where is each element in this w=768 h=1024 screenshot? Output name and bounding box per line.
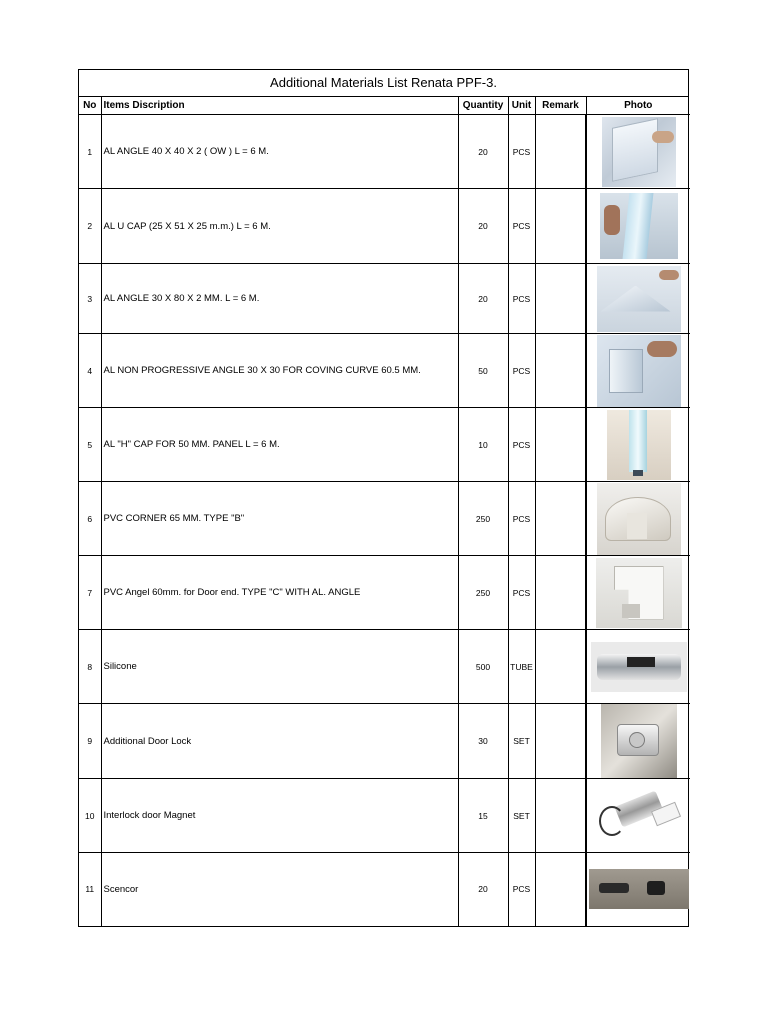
table-row bbox=[79, 482, 690, 556]
row-no: 1 bbox=[79, 115, 101, 189]
row-photo-cell bbox=[586, 334, 690, 408]
row-description: AL U CAP (25 X 51 X 25 m.m.) L = 6 M. bbox=[101, 189, 458, 264]
row-photo-cell bbox=[586, 482, 690, 556]
row-quantity: 250 bbox=[458, 482, 508, 556]
row-description: AL ANGLE 30 X 80 X 2 MM. L = 6 M. bbox=[101, 264, 458, 334]
row-photo-cell bbox=[586, 704, 690, 779]
header-unit: Unit bbox=[508, 97, 535, 115]
row-description: PVC CORNER 65 MM. TYPE "B" bbox=[101, 482, 458, 556]
row-no: 9 bbox=[79, 704, 101, 779]
row-photo-cell bbox=[586, 630, 690, 704]
cable-icon bbox=[599, 806, 625, 836]
row-description: Silicone bbox=[101, 630, 458, 704]
row-description: Additional Door Lock bbox=[101, 704, 458, 779]
row-unit: PCS bbox=[508, 334, 535, 408]
row-remark bbox=[535, 556, 586, 630]
door-lock-photo bbox=[601, 704, 677, 778]
header-photo: Photo bbox=[586, 97, 690, 115]
row-quantity: 15 bbox=[458, 779, 508, 853]
u-cap-photo bbox=[600, 193, 678, 259]
row-quantity: 30 bbox=[458, 704, 508, 779]
row-photo-cell bbox=[586, 115, 690, 189]
pvc-angle-photo bbox=[596, 558, 682, 628]
row-no: 6 bbox=[79, 482, 101, 556]
row-unit: PCS bbox=[508, 264, 535, 334]
row-description: Scencor bbox=[101, 853, 458, 926]
table-row bbox=[79, 115, 690, 189]
row-quantity: 50 bbox=[458, 334, 508, 408]
table-row bbox=[79, 264, 690, 334]
sheet-title: Additional Materials List Renata PPF-3. bbox=[79, 70, 688, 97]
row-description: AL ANGLE 40 X 40 X 2 ( OW ) L = 6 M. bbox=[101, 115, 458, 189]
row-photo-cell bbox=[586, 408, 690, 482]
table-row bbox=[79, 630, 690, 704]
pvc-corner-photo bbox=[597, 483, 681, 555]
al-angle-photo bbox=[597, 266, 681, 332]
header-quantity: Quantity bbox=[458, 97, 508, 115]
row-remark bbox=[535, 704, 586, 779]
row-remark bbox=[535, 264, 586, 334]
table-header-row bbox=[79, 97, 690, 115]
row-unit: SET bbox=[508, 779, 535, 853]
non-progressive-angle-photo bbox=[597, 335, 681, 407]
row-remark bbox=[535, 115, 586, 189]
header-remark: Remark bbox=[535, 97, 586, 115]
row-unit: PCS bbox=[508, 853, 535, 926]
row-unit: PCS bbox=[508, 115, 535, 189]
row-remark bbox=[535, 334, 586, 408]
row-no: 4 bbox=[79, 334, 101, 408]
row-photo-cell bbox=[586, 853, 690, 926]
row-photo-cell bbox=[586, 779, 690, 853]
row-description: PVC Angel 60mm. for Door end. TYPE "C" WITH AL. ANGLE bbox=[101, 556, 458, 630]
row-no: 7 bbox=[79, 556, 101, 630]
h-cap-photo bbox=[607, 410, 671, 480]
table-row bbox=[79, 556, 690, 630]
row-quantity: 20 bbox=[458, 264, 508, 334]
sensor-photo bbox=[589, 869, 689, 909]
materials-table bbox=[79, 97, 690, 926]
row-quantity: 20 bbox=[458, 853, 508, 926]
row-quantity: 20 bbox=[458, 115, 508, 189]
table-row bbox=[79, 189, 690, 264]
table-row bbox=[79, 408, 690, 482]
row-no: 3 bbox=[79, 264, 101, 334]
row-description: AL "H" CAP FOR 50 MM. PANEL L = 6 M. bbox=[101, 408, 458, 482]
row-unit: PCS bbox=[508, 408, 535, 482]
header-no: No bbox=[79, 97, 101, 115]
table-row bbox=[79, 853, 690, 926]
row-no: 10 bbox=[79, 779, 101, 853]
table-row bbox=[79, 334, 690, 408]
row-remark bbox=[535, 630, 586, 704]
al-angle-photo bbox=[602, 117, 676, 187]
row-quantity: 10 bbox=[458, 408, 508, 482]
silicone-tube-photo bbox=[591, 642, 687, 692]
row-photo-cell bbox=[586, 264, 690, 334]
row-quantity: 250 bbox=[458, 556, 508, 630]
row-unit: SET bbox=[508, 704, 535, 779]
row-no: 11 bbox=[79, 853, 101, 926]
materials-sheet bbox=[78, 69, 689, 927]
table-row bbox=[79, 704, 690, 779]
header-description: Items Discription bbox=[101, 97, 458, 115]
row-no: 2 bbox=[79, 189, 101, 264]
row-remark bbox=[535, 853, 586, 926]
door-magnet-photo bbox=[593, 788, 685, 844]
row-remark bbox=[535, 779, 586, 853]
row-no: 8 bbox=[79, 630, 101, 704]
row-remark bbox=[535, 408, 586, 482]
row-quantity: 500 bbox=[458, 630, 508, 704]
row-photo-cell bbox=[586, 556, 690, 630]
row-description: AL NON PROGRESSIVE ANGLE 30 X 30 FOR COVING CURVE 60.5 MM. bbox=[101, 334, 458, 408]
table-row bbox=[79, 779, 690, 853]
row-description: Interlock door Magnet bbox=[101, 779, 458, 853]
row-remark bbox=[535, 189, 586, 264]
row-remark bbox=[535, 482, 586, 556]
row-unit: PCS bbox=[508, 189, 535, 264]
row-unit: TUBE bbox=[508, 630, 535, 704]
row-no: 5 bbox=[79, 408, 101, 482]
row-quantity: 20 bbox=[458, 189, 508, 264]
row-unit: PCS bbox=[508, 556, 535, 630]
row-photo-cell bbox=[586, 189, 690, 264]
row-unit: PCS bbox=[508, 482, 535, 556]
